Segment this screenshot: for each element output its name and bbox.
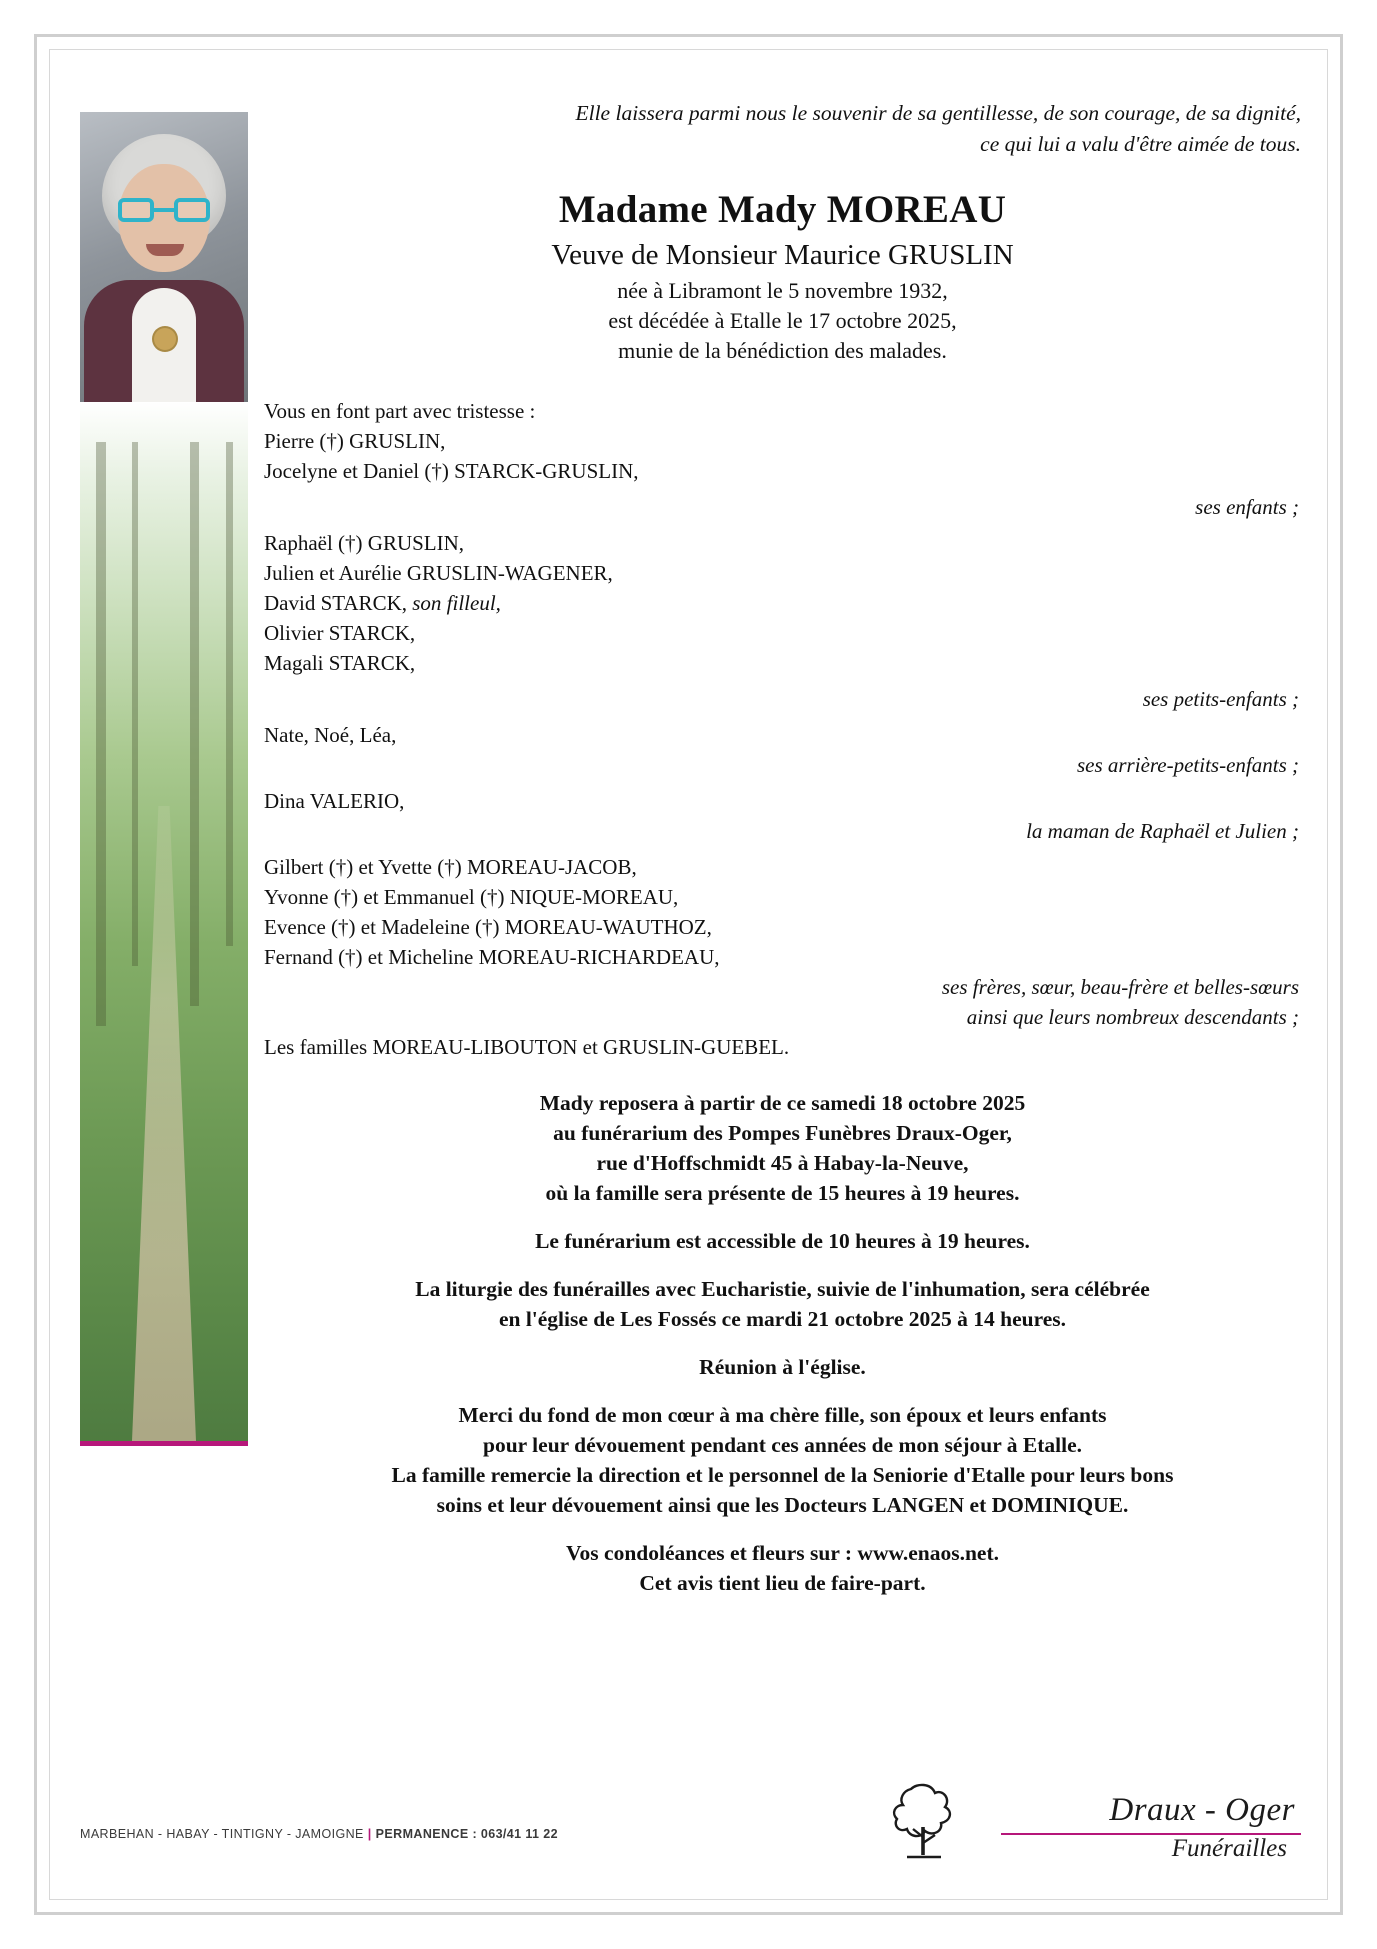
left-image-column	[80, 112, 248, 1446]
grandchild-1: Raphaël (†) GRUSLIN,	[264, 531, 465, 555]
grandchild-4: Olivier STARCK,	[264, 621, 416, 645]
great-grandchildren-label: ses arrière-petits-enfants ;	[1076, 753, 1299, 777]
epitaph-line-1: Elle laissera parmi nous le souvenir de sa gentillesse, de son courage, de sa dignité,	[575, 101, 1301, 125]
family-intro: Vous en font part avec tristesse :	[264, 399, 536, 423]
tree-trunk	[132, 442, 138, 966]
death-line: est décédée à Etalle le 17 octobre 2025,	[608, 308, 957, 333]
brand-name: Draux - Oger	[1109, 1792, 1295, 1828]
grandchild-3-name: David STARCK,	[264, 591, 407, 615]
portrait-mouth	[146, 244, 184, 256]
birth-line: née à Libramont le 5 novembre 1932,	[617, 278, 948, 303]
company-logo	[881, 1775, 1301, 1865]
repose-line-3: rue d'Hoffschmidt 45 à Habay-la-Neuve,	[596, 1151, 969, 1175]
sibling-1: Gilbert (†) et Yvette (†) MOREAU-JACOB,	[264, 855, 637, 879]
sibling-4: Fernand (†) et Micheline MOREAU-RICHARDEAU,	[264, 945, 720, 969]
epitaph-line-2: ce qui lui a valu d'être aimée de tous.	[980, 132, 1301, 156]
portrait-photo	[80, 112, 248, 402]
liturgy-line-1: La liturgie des funérailles avec Eucharistie, suivie de l'inhumation, sera célébrée	[415, 1277, 1150, 1301]
footer-towns: MARBEHAN - HABAY - TINTIGNY - JAMOIGNE	[80, 1827, 364, 1841]
grandchildren-label: ses petits-enfants ;	[1142, 687, 1299, 711]
great-grandchildren: Nate, Noé, Léa,	[264, 723, 397, 747]
tree-trunk	[190, 442, 199, 1006]
child-1: Pierre (†) GRUSLIN,	[264, 429, 446, 453]
glasses-icon	[118, 198, 210, 224]
tree-icon	[881, 1777, 977, 1861]
glasses-bridge	[154, 208, 174, 212]
forest-path-image	[80, 402, 248, 1446]
closing-block	[264, 1538, 1301, 1598]
portrait-pendant	[154, 328, 176, 350]
thanks-line-3: La famille remercie la direction et le personnel de la Seniorie d'Etalle pour leurs bons	[391, 1463, 1174, 1487]
mother-name: Dina VALERIO,	[264, 789, 405, 813]
footer-separator: |	[367, 1827, 372, 1841]
grandchild-2: Julien et Aurélie GRUSLIN-WAGENER,	[264, 561, 613, 585]
access-line: Le funérarium est accessible de 10 heures à 19 heures.	[535, 1229, 1030, 1253]
sibling-2: Yvonne (†) et Emmanuel (†) NIQUE-MOREAU,	[264, 885, 679, 909]
families-line: Les familles MOREAU-LIBOUTON et GRUSLIN-GUEBEL.	[264, 1035, 790, 1059]
blessing-line: munie de la bénédiction des malades.	[618, 338, 947, 363]
godson-note: son filleul,	[412, 591, 501, 615]
tree-trunk	[226, 442, 233, 946]
mother-label: la maman de Raphaël et Julien ;	[1026, 819, 1299, 843]
condolences-line: Vos condoléances et fleurs sur : www.enaos.net.	[566, 1541, 999, 1565]
repose-line-1: Mady reposera à partir de ce samedi 18 octobre 2025	[539, 1091, 1026, 1115]
accent-bar	[80, 1441, 248, 1446]
siblings-label-line-2: ainsi que leurs nombreux descendants ;	[966, 1005, 1299, 1029]
glasses-lens-right	[174, 198, 210, 222]
liturgy-line-2: en l'église de Les Fossés ce mardi 21 octobre 2025 à 14 heures.	[498, 1307, 1067, 1331]
inner-border	[49, 49, 1328, 1900]
notice-line: Cet avis tient lieu de faire-part.	[639, 1571, 926, 1595]
spouse-line: Veuve de Monsieur Maurice GRUSLIN	[551, 239, 1014, 271]
forest-path	[129, 806, 199, 1446]
thanks-line-1: Merci du fond de mon cœur à ma chère fille, son époux et leurs enfants	[458, 1403, 1107, 1427]
grandchild-5: Magali STARCK,	[264, 651, 416, 675]
siblings-label-line-1: ses frères, sœur, beau-frère et belles-sœurs	[941, 975, 1299, 999]
liturgy-block	[264, 1274, 1301, 1334]
footer	[80, 1775, 1301, 1871]
tree-trunk	[96, 442, 106, 1026]
repose-block	[264, 1088, 1301, 1208]
thanks-block	[264, 1400, 1301, 1520]
thanks-line-4: soins et leur dévouement ainsi que les Docteurs LANGEN et DOMINIQUE.	[436, 1493, 1129, 1517]
sibling-3: Evence (†) et Madeleine (†) MOREAU-WAUTHOZ,	[264, 915, 712, 939]
ceremony-section	[264, 1088, 1301, 1598]
footer-permanence: PERMANENCE : 063/41 11 22	[375, 1827, 558, 1841]
reunion-line: Réunion à l'église.	[699, 1355, 866, 1379]
brand-tagline: Funérailles	[1171, 1835, 1287, 1862]
repose-line-2: au funérarium des Pompes Funèbres Draux-Oger,	[553, 1121, 1012, 1145]
grandchild-3	[264, 588, 1301, 618]
outer-border	[34, 34, 1343, 1915]
glasses-lens-left	[118, 198, 154, 222]
repose-line-4: où la famille sera présente de 15 heures à 19 heures.	[545, 1181, 1020, 1205]
notice-content	[264, 98, 1301, 1598]
child-2: Jocelyne et Daniel (†) STARCK-GRUSLIN,	[264, 459, 639, 483]
children-label: ses enfants ;	[1195, 495, 1299, 519]
deceased-name: Madame Mady MOREAU	[558, 188, 1007, 231]
thanks-line-2: pour leur dévouement pendant ces années de mon séjour à Etalle.	[482, 1433, 1083, 1457]
family-section	[264, 396, 1301, 1062]
footer-contact	[80, 1827, 558, 1841]
epitaph	[264, 98, 1301, 160]
